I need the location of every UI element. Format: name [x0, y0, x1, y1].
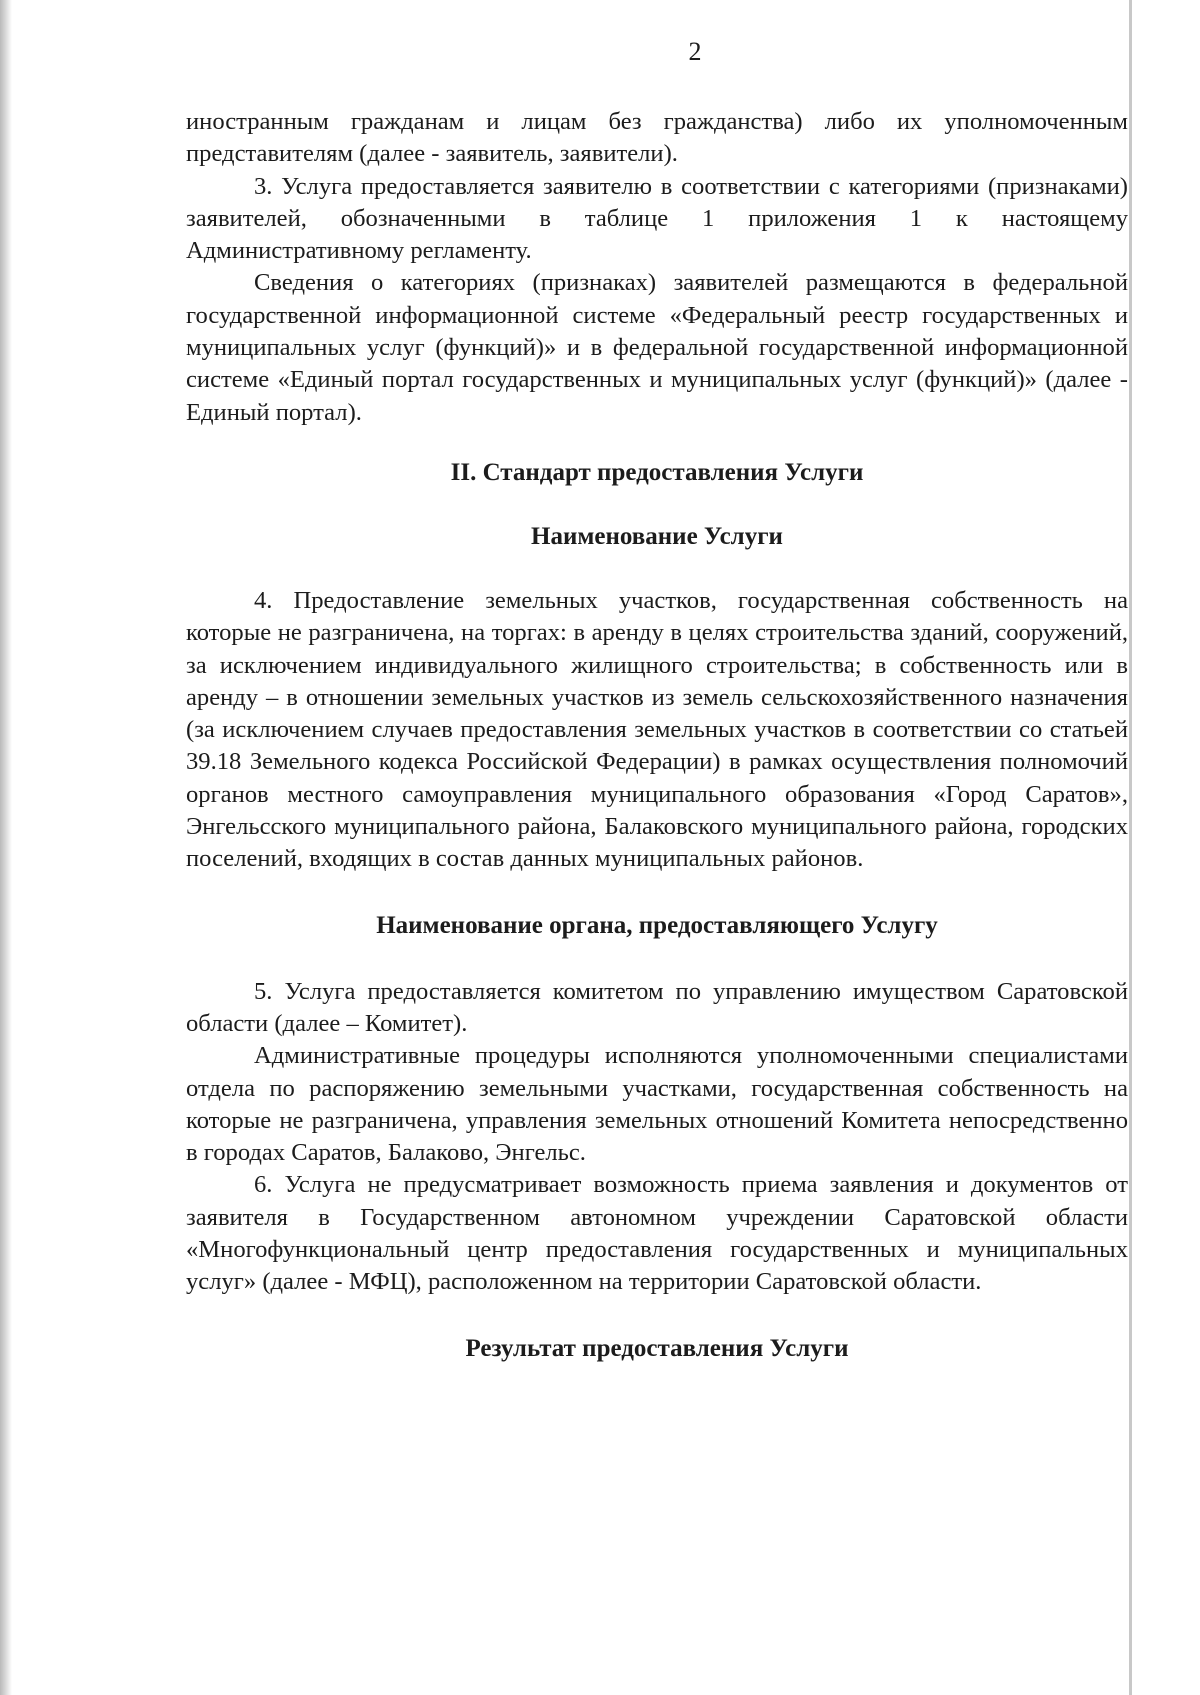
- paragraph-item-5: 5. Услуга предоставляется комитетом по управлению имуществом Саратовской области (далее – Комитет).: [186, 977, 1128, 1037]
- heading-providing-body: Наименование органа, предоставляющего Услугу: [376, 911, 938, 939]
- paragraph-item-3: 3. Услуга предоставляется заявителю в соответствии с категориями (признаками) заявителей, обозначенными в таблице 1 приложения 1 к настоящему Административному регламенту.: [186, 172, 1128, 265]
- paragraph-procedures: Административные процедуры исполняются уполномоченными специалистами отдела по распоряжению земельными участками, государственная собственность на которые не разграничена, управления земельных отношений Комитета непосредственно в городах Саратов, Балаково, Энгельс.: [186, 1042, 1128, 1167]
- paragraph-continuation: иностранным гражданам и лицам без гражданства) либо их уполномоченным представителям (далее - заявитель, заявители).: [186, 108, 1128, 168]
- paragraph-categories-info: Сведения о категориях (признаках) заявителей размещаются в федеральной государственной информационной системе «Федеральный реестр государственных и муниципальных услуг (функций)» и в федеральной государственной информационной системе «Единый портал государственных и муниципальных услуг (функций)» (далее - Единый портал).: [186, 269, 1128, 426]
- page-edge-right: [1129, 0, 1132, 1695]
- document-body: [186, 106, 1128, 1365]
- section-title: II. Стандарт предоставления Услуги: [450, 458, 864, 486]
- paragraph-item-6: 6. Услуга не предусматривает возможность приема заявления и документов от заявителя в Государственном автономном учреждении Саратовской области «Многофункциональный центр предоставления государственных и муниципальных услуг» (далее - МФЦ), расположенном на территории Саратовской области.: [186, 1171, 1128, 1296]
- paragraph-item-4: 4. Предоставление земельных участков, государственная собственность на которые не разграничена, на торгах: в аренду в целях строительства зданий, сооружений, за исключением индивидуального жилищного строительства; в собственность или в аренду – в отношении земельных участков из земель сельскохозяйственного назначения (за исключением случаев предоставления земельных участков в соответствии со статьей 39.18 Земельного кодекса Российской Федерации) в рамках осуществления полномочий органов местного самоуправления муниципального образования «Город Саратов», Энгельсского муниципального района, Балаковского муниципального района, городских поселений, входящих в состав данных муниципальных районов.: [186, 586, 1128, 873]
- page-number: 2: [688, 37, 702, 66]
- heading-service-name: Наименование Услуги: [531, 522, 783, 550]
- heading-service-result: Результат предоставления Услуги: [465, 1334, 849, 1362]
- scan-shadow-left: [0, 0, 12, 1695]
